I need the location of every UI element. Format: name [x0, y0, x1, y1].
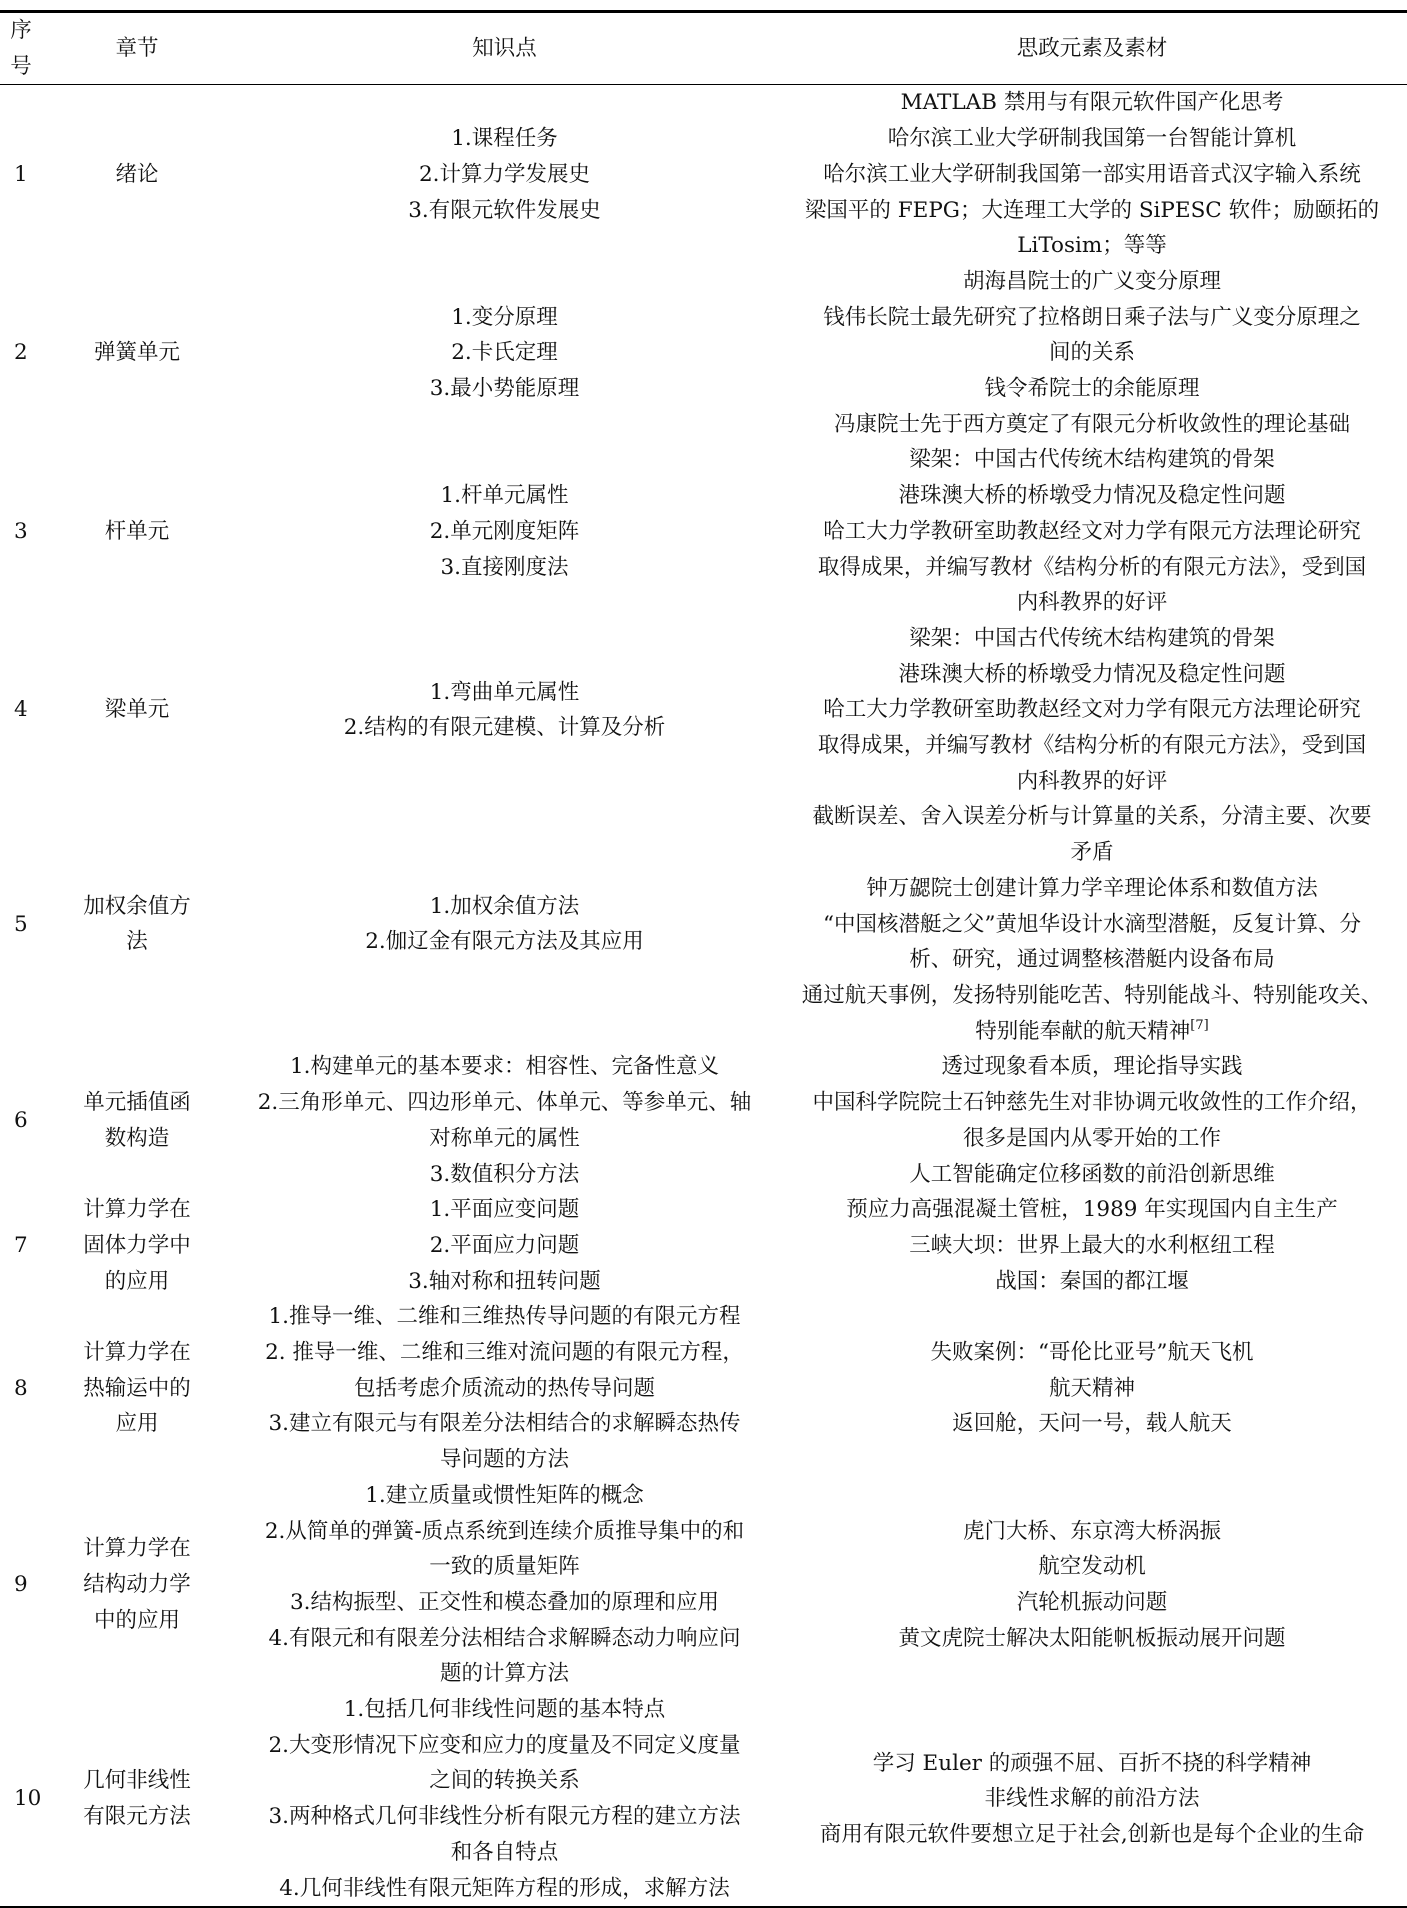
ideology-line — [777, 1621, 1407, 1657]
ideology-line — [777, 264, 1407, 300]
ideology-line — [777, 335, 1407, 371]
ideology-line — [777, 1121, 1407, 1157]
row-chapter: 计算力学在热输运中的应用 — [83, 1340, 191, 1437]
ideology-line-text: 梁架：中国古代传统木结构建筑的骨架 — [909, 625, 1275, 651]
knowledge-line: 1.包括几何非线性问题的基本特点 — [343, 1697, 666, 1723]
ideology-line — [777, 228, 1407, 264]
ideology-line-text: 钟万勰院士创建计算力学辛理论体系和数值方法 — [866, 875, 1318, 901]
ideology-line-text: 商用有限元软件要想立足于社会,创新也是每个企业的生命 — [819, 1822, 1365, 1847]
ideology-line — [777, 1781, 1407, 1817]
ideology-line-text: 哈尔滨工业大学研制我国第一部实用语音式汉字输入系统 — [823, 161, 1361, 187]
row-chapter-cell — [42, 85, 232, 264]
row-index: 4 — [14, 697, 28, 723]
row-index: 8 — [14, 1375, 28, 1401]
row-knowledge — [232, 264, 777, 443]
knowledge-line: 之间的转换关系 — [429, 1768, 580, 1794]
table-row — [0, 442, 1407, 621]
ideology-line-text: 汽轮机振动问题 — [1016, 1589, 1168, 1615]
knowledge-line: 1.杆单元属性 — [440, 483, 569, 509]
header-index: 序号 — [10, 18, 32, 79]
knowledge-line: 2.单元刚度矩阵 — [429, 518, 580, 544]
knowledge-line: 4.几何非线性有限元矩阵方程的形成，求解方法 — [279, 1875, 730, 1901]
knowledge-line: 1.建立质量或惯性矩阵的概念 — [365, 1482, 644, 1508]
row-knowledge — [232, 85, 777, 264]
row-chapter: 加权余值方法 — [83, 893, 191, 955]
row-knowledge — [232, 442, 777, 621]
ideology-line — [777, 1514, 1407, 1550]
ideology-line — [777, 1085, 1407, 1121]
ideology-line-text: 三峡大坝：世界上最大的水利枢纽工程 — [909, 1232, 1275, 1258]
ideology-line — [777, 1014, 1407, 1050]
knowledge-line: 1.平面应变问题 — [429, 1197, 580, 1223]
row-index: 6 — [14, 1107, 28, 1133]
row-chapter: 梁单元 — [104, 697, 170, 723]
knowledge-line: 3.两种格式几何非线性分析有限元方程的建立方法 — [268, 1804, 741, 1830]
ideology-line-text: 截断误差、舍入误差分析与计算量的关系，分清主要、次要 — [812, 804, 1372, 830]
ideology-line — [777, 621, 1407, 657]
knowledge-line: 2.三角形单元、四边形单元、体单元、等参单元、轴 — [257, 1090, 752, 1116]
ideology-line-text: 哈尔滨工业大学研制我国第一台智能计算机 — [887, 126, 1297, 152]
ideology-line — [777, 514, 1407, 550]
row-chapter: 杆单元 — [104, 518, 170, 544]
ideology-line — [777, 478, 1407, 514]
row-chapter-cell — [42, 799, 232, 1049]
row-chapter-cell — [42, 621, 232, 800]
ideology-line — [777, 692, 1407, 728]
ideology-line — [777, 1371, 1407, 1407]
knowledge-line: 2.平面应力问题 — [429, 1232, 580, 1258]
knowledge-line: 3.数值积分方法 — [429, 1161, 580, 1187]
knowledge-line: 3.结构振型、正交性和模态叠加的原理和应用 — [289, 1589, 719, 1615]
table-header-row — [0, 12, 1407, 85]
row-ideology — [777, 621, 1407, 800]
row-knowledge — [232, 1049, 777, 1192]
ideology-line — [777, 1264, 1407, 1300]
row-chapter: 绪论 — [115, 161, 159, 187]
row-chapter: 几何非线性有限元方法 — [83, 1768, 191, 1830]
ideology-line-text: 特别能奉献的航天精神 — [975, 1018, 1191, 1044]
row-chapter-cell — [42, 1049, 232, 1192]
row-chapter: 计算力学在结构动力学中的应用 — [83, 1536, 191, 1633]
knowledge-line: 1.变分原理 — [451, 304, 558, 330]
ideology-line-text: 间的关系 — [1048, 340, 1135, 366]
row-chapter: 计算力学在固体力学中的应用 — [83, 1197, 191, 1294]
ideology-line — [777, 442, 1407, 478]
knowledge-line: 1.课程任务 — [451, 126, 558, 152]
ideology-line-text: MATLAB 禁用与有限元软件国产化思考 — [900, 90, 1284, 116]
ideology-line — [777, 157, 1407, 193]
ideology-line — [777, 978, 1407, 1014]
ideology-line — [777, 871, 1407, 907]
knowledge-line: 3.轴对称和扭转问题 — [408, 1268, 601, 1294]
row-chapter-cell — [42, 1478, 232, 1692]
row-knowledge — [232, 799, 777, 1049]
row-ideology — [777, 799, 1407, 1049]
knowledge-line: 包括考虑介质流动的热传导问题 — [353, 1375, 655, 1401]
table-row — [0, 1299, 1407, 1478]
knowledge-line: 2.卡氏定理 — [451, 340, 558, 366]
row-index: 5 — [14, 911, 28, 937]
ideology-line-text: 黄文虎院士解决太阳能帆板振动展开问题 — [898, 1625, 1286, 1651]
ideology-line — [777, 371, 1407, 407]
ideology-line-text: 胡海昌院士的广义变分原理 — [962, 268, 1221, 294]
ideology-line — [777, 1817, 1407, 1853]
ideology-line — [777, 1585, 1407, 1621]
row-ideology — [777, 1192, 1407, 1299]
row-chapter-cell — [42, 1299, 232, 1478]
ideology-line — [777, 550, 1407, 586]
ideology-line — [777, 1192, 1407, 1228]
ideology-line-text: 航空发动机 — [1038, 1554, 1146, 1580]
knowledge-line: 一致的质量矩阵 — [429, 1554, 580, 1580]
row-knowledge — [232, 1692, 777, 1907]
table-row — [0, 799, 1407, 1049]
knowledge-line: 3.最小势能原理 — [429, 376, 580, 402]
knowledge-line: 导问题的方法 — [439, 1447, 569, 1473]
row-chapter-cell — [42, 1192, 232, 1299]
row-ideology — [777, 1478, 1407, 1692]
ideology-line — [777, 193, 1407, 229]
ideology-line-text: 取得成果，并编写教材《结构分析的有限元方法》，受到国 — [817, 554, 1367, 580]
ideology-line-text: 预应力高强混凝土管桩，1989 年实现国内自主生产 — [846, 1197, 1338, 1223]
ideology-line — [777, 585, 1407, 621]
ideology-line-text: 战国：秦国的都江堰 — [995, 1268, 1189, 1294]
knowledge-line: 2.结构的有限元建模、计算及分析 — [343, 715, 666, 741]
row-ideology — [777, 1049, 1407, 1192]
ideology-line — [777, 1335, 1407, 1371]
row-index: 10 — [14, 1786, 42, 1812]
ideology-line-text: 析、研究，通过调整核潜艇内设备布局 — [909, 947, 1275, 973]
table-row — [0, 85, 1407, 264]
ideology-line-text: 取得成果，并编写教材《结构分析的有限元方法》，受到国 — [817, 733, 1367, 759]
ideology-line-text: 港珠澳大桥的桥墩受力情况及稳定性问题 — [898, 661, 1286, 687]
ideology-line-text: 很多是国内从零开始的工作 — [962, 1125, 1221, 1151]
ideology-line — [777, 907, 1407, 943]
ideology-line — [777, 799, 1407, 835]
ideology-line-text: 哈工大力学教研室助教赵经文对力学有限元方法理论研究 — [823, 697, 1361, 723]
ideology-line — [777, 1746, 1407, 1782]
knowledge-line: 2.伽辽金有限元方法及其应用 — [365, 929, 644, 955]
ideology-line-text: 梁架：中国古代传统木结构建筑的骨架 — [909, 447, 1275, 473]
knowledge-line: 3.直接刚度法 — [440, 554, 569, 580]
row-index: 2 — [14, 340, 28, 366]
ideology-line — [777, 764, 1407, 800]
citation-reference: [7] — [1190, 1017, 1209, 1033]
ideology-line — [777, 1049, 1407, 1085]
ideology-line — [777, 835, 1407, 871]
ideology-line — [777, 121, 1407, 157]
ideology-line — [777, 728, 1407, 764]
row-ideology — [777, 85, 1407, 264]
row-knowledge — [232, 1192, 777, 1299]
ideology-line-text: 虎门大桥、东京湾大桥涡振 — [962, 1518, 1221, 1544]
knowledge-line: 和各自特点 — [450, 1839, 559, 1865]
row-ideology — [777, 442, 1407, 621]
row-chapter-cell — [42, 264, 232, 443]
row-knowledge — [232, 1299, 777, 1478]
ideology-line-text: 学习 Euler 的顽强不屈、百折不挠的科学精神 — [872, 1750, 1312, 1776]
ideology-line-text: 钱令希院士的余能原理 — [984, 376, 1200, 402]
table-body — [0, 85, 1407, 1907]
ideology-line — [777, 1228, 1407, 1264]
row-index: 9 — [14, 1572, 28, 1598]
table-row — [0, 1692, 1407, 1907]
row-chapter: 弹簧单元 — [93, 340, 180, 366]
knowledge-line: 2.计算力学发展史 — [418, 161, 590, 187]
ideology-line-text: 航天精神 — [1048, 1375, 1135, 1401]
knowledge-line: 2.从简单的弹簧-质点系统到连续介质推导集中的和 — [264, 1518, 745, 1544]
ideology-line — [777, 300, 1407, 336]
header-chapter: 章节 — [115, 35, 159, 61]
ideology-line-text: 透过现象看本质，理论指导实践 — [941, 1054, 1243, 1080]
ideology-line — [777, 85, 1407, 121]
ideology-line — [777, 657, 1407, 693]
ideology-line-text: 通过航天事例，发扬特别能吃苦、特别能战斗、特别能攻关、 — [801, 982, 1383, 1008]
ideology-line-text: 冯康院士先于西方奠定了有限元分析收敛性的理论基础 — [833, 411, 1350, 437]
row-knowledge — [232, 621, 777, 800]
knowledge-line: 2.大变形情况下应变和应力的度量及不同定义度量 — [268, 1732, 741, 1758]
ideology-line-text: LiTosim；等等 — [1017, 233, 1167, 259]
knowledge-line: 2. 推导一维、二维和三维对流问题的有限元方程， — [265, 1340, 744, 1366]
ideology-line-text: 人工智能确定位移函数的前沿创新思维 — [909, 1161, 1275, 1187]
ideology-line-text: 非线性求解的前沿方法 — [984, 1786, 1200, 1812]
ideology-line-text: 矛盾 — [1070, 840, 1114, 866]
ideology-line-text: 内科教界的好评 — [1016, 768, 1168, 794]
row-knowledge — [232, 1478, 777, 1692]
knowledge-line: 对称单元的属性 — [429, 1125, 580, 1151]
knowledge-line: 1.弯曲单元属性 — [429, 679, 580, 705]
knowledge-line: 1.构建单元的基本要求：相容性、完备性意义 — [289, 1054, 719, 1080]
ideology-line-text: 港珠澳大桥的桥墩受力情况及稳定性问题 — [898, 483, 1286, 509]
header-ideology: 思政元素及素材 — [1016, 35, 1168, 61]
row-ideology — [777, 264, 1407, 443]
row-ideology — [777, 1692, 1407, 1907]
table-row — [0, 1478, 1407, 1692]
ideology-line-text: “中国核潜艇之父”黄旭华设计水滴型潜艇，反复计算、分 — [823, 911, 1361, 937]
table-row — [0, 621, 1407, 800]
ideology-line — [777, 1406, 1407, 1442]
knowledge-line: 4.有限元和有限差分法相结合求解瞬态动力响应问 — [268, 1625, 741, 1651]
ideology-line-text: 中国科学院院士石钟慈先生对非协调元收敛性的工作介绍， — [812, 1090, 1372, 1116]
ideology-line-text: 失败案例：“哥伦比亚号”航天飞机 — [930, 1340, 1254, 1366]
ideology-line — [777, 1549, 1407, 1585]
ideology-table — [0, 10, 1407, 1908]
row-ideology — [777, 1299, 1407, 1478]
row-chapter-cell — [42, 1692, 232, 1907]
knowledge-line: 1.加权余值方法 — [429, 893, 580, 919]
table-row — [0, 264, 1407, 443]
header-knowledge: 知识点 — [472, 35, 537, 61]
ideology-line — [777, 407, 1407, 443]
knowledge-line: 1.推导一维、二维和三维热传导问题的有限元方程 — [268, 1304, 741, 1330]
ideology-line — [777, 1157, 1407, 1193]
knowledge-line: 3.建立有限元与有限差分法相结合的求解瞬态热传 — [268, 1411, 741, 1437]
ideology-line — [777, 942, 1407, 978]
ideology-line-text: 返回舱，天问一号，载人航天 — [952, 1411, 1232, 1437]
ideology-line-text: 内科教界的好评 — [1016, 590, 1168, 616]
knowledge-line: 3.有限元软件发展史 — [408, 197, 601, 223]
row-index: 7 — [14, 1232, 28, 1258]
ideology-line-text: 梁国平的 FEPG；大连理工大学的 SiPESC 软件；励颐拓的 — [804, 197, 1380, 223]
row-index: 3 — [14, 518, 28, 544]
row-index: 1 — [14, 161, 28, 187]
ideology-line-text: 钱伟长院士最先研究了拉格朗日乘子法与广义变分原理之 — [823, 304, 1361, 330]
table-row — [0, 1192, 1407, 1299]
ideology-line-text: 哈工大力学教研室助教赵经文对力学有限元方法理论研究 — [823, 518, 1361, 544]
table-row — [0, 1049, 1407, 1192]
row-chapter-cell — [42, 442, 232, 621]
row-chapter: 单元插值函数构造 — [83, 1090, 191, 1151]
knowledge-line: 题的计算方法 — [439, 1661, 569, 1687]
